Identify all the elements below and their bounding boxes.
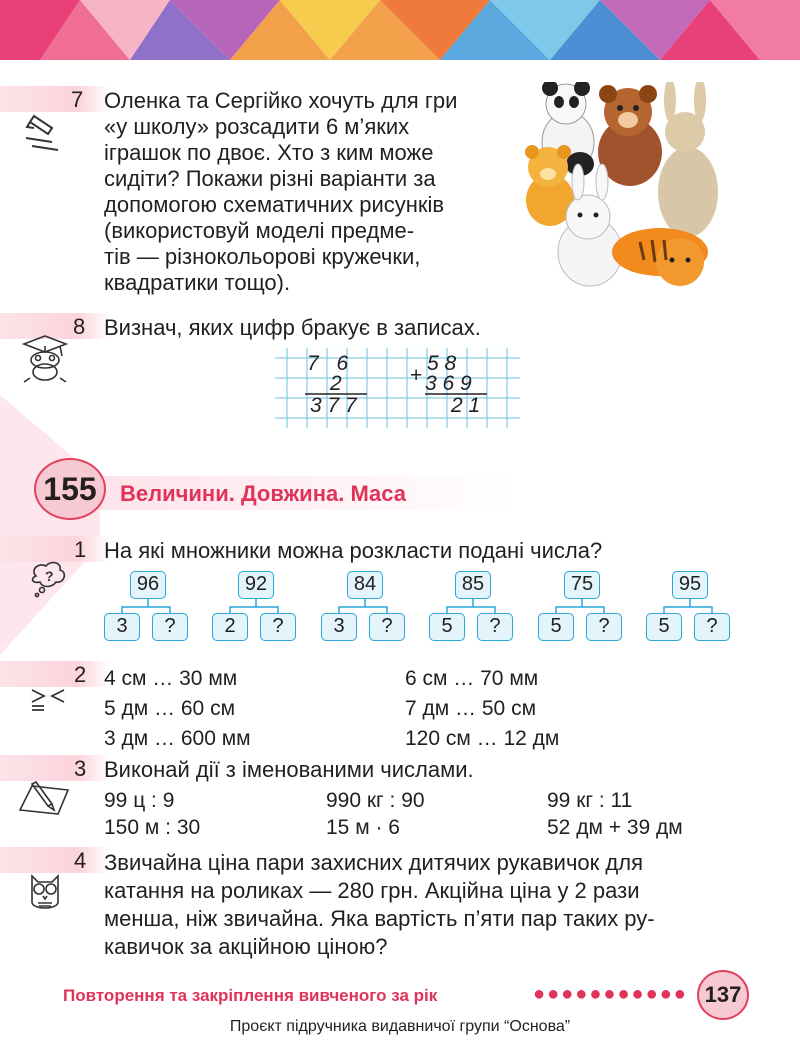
ex-4-line: катання на роликах — 280 грн. Акційна ціна у 2 рази [104, 878, 640, 903]
ex-4-line: кавичок за акційною ціною? [104, 934, 388, 959]
compare-signs-icon [30, 686, 66, 712]
right-expression-row3: 2 1 [451, 394, 481, 417]
left-margin-decoration [0, 395, 100, 655]
tree-unknown-factor: ? [369, 613, 405, 641]
tree-unknown-factor: ? [586, 613, 622, 641]
tree-unknown-factor: ? [260, 613, 296, 641]
tree-number: 75 [564, 571, 600, 599]
ex-1-text: На які множники можна розкласти подані числа? [104, 538, 603, 563]
ex-3-number: 3 [74, 756, 87, 781]
ex-4-line: Звичайна ціна пари захисних дитячих рукавичок для [104, 850, 643, 875]
task-7-line: Оленка та Сергійко хочуть для гри [104, 88, 458, 113]
task-7-line: «у школу» розсадити 6 м’яких [104, 114, 410, 139]
left-expression-row3: 3 7 7 [310, 394, 357, 417]
ex-2-marker-bar [0, 661, 110, 687]
task-8-number: 8 [73, 314, 86, 339]
tree-number: 92 [238, 571, 274, 599]
ex-4-marker-bar [0, 847, 110, 873]
ex-4-text [104, 849, 732, 961]
pencil-notebook-icon [18, 780, 70, 816]
pencil-write-icon [22, 112, 68, 152]
tree-number: 95 [672, 571, 708, 599]
right-expression-row2: 3 6 9 [425, 372, 472, 395]
ex-1-number: 1 [74, 537, 87, 562]
footer-section-title: Повторення та закріплення вивченого за рік [63, 986, 438, 1005]
ex-3-text: Виконай дії з іменованими числами. [104, 757, 474, 782]
task-7-line: квадратики тощо). [104, 270, 291, 295]
owl-icon [28, 872, 62, 914]
plus-sign: + [410, 364, 423, 387]
lesson-title: Величини. Довжина. Маса [120, 481, 407, 506]
ex-3-column-2 [326, 787, 425, 841]
frog-in-graduation-cap-icon [18, 334, 72, 384]
task-7-line: тів — різнокольорові кружечки, [104, 244, 421, 269]
svg-text:?: ? [45, 568, 54, 584]
tree-unknown-factor: ? [152, 613, 188, 641]
tree-known-factor: 3 [321, 613, 357, 641]
calculation-item: 15 м · 6 [326, 816, 400, 839]
comparison-item: 7 дм … 50 см [405, 697, 537, 720]
footer-dots: ●●●●●●●●●●● [533, 983, 688, 1005]
task-7-line: іграшок по двоє. Хто з ким може [104, 140, 434, 165]
tree-unknown-factor: ? [477, 613, 513, 641]
tree-known-factor: 5 [538, 613, 574, 641]
lesson-number-badge [34, 458, 106, 520]
task-8-text: Визнач, яких цифр бракує в записах. [104, 315, 481, 340]
tree-unknown-factor: ? [694, 613, 730, 641]
page-number: 137 [704, 982, 742, 1007]
tree-number: 85 [455, 571, 491, 599]
comparison-item: 6 см … 70 мм [405, 667, 539, 690]
ex-2-number: 2 [74, 662, 87, 687]
top-decorative-banner [0, 0, 800, 60]
left-expression-row2: 2 [330, 372, 342, 395]
task-7-text [104, 88, 489, 296]
factor-tree [646, 571, 776, 641]
publisher-note: Проєкт підручника видавничої групи “Основа” [229, 1018, 571, 1035]
ex-2-left-column [104, 664, 251, 754]
page-number-badge [697, 970, 749, 1020]
task-7-marker-bar [0, 86, 110, 112]
left-expression-row1: 7 6 [307, 352, 355, 375]
ex-4-number: 4 [74, 848, 87, 873]
right-expression-row1: 5 8 [427, 352, 457, 375]
soft-toys-illustration [520, 82, 720, 297]
ex-2-right-column [405, 664, 559, 754]
calculation-item: 150 м : 30 [104, 816, 201, 839]
task-7-line: допомогою схематичних рисунків [104, 192, 445, 217]
ex-3-column-1 [104, 787, 200, 841]
thinking-question-icon [28, 560, 68, 598]
comparison-item: 120 см … 12 дм [405, 727, 560, 750]
tree-known-factor: 5 [429, 613, 465, 641]
calculation-item: 990 кг : 90 [326, 789, 425, 812]
tree-number: 84 [347, 571, 383, 599]
comparison-item: 4 см … 30 мм [104, 667, 238, 690]
tree-known-factor: 5 [646, 613, 682, 641]
task-7-line: (використовуй моделі предме- [104, 218, 415, 243]
comparison-item: 5 дм … 60 см [104, 697, 236, 720]
ex-1-marker-bar [0, 536, 110, 562]
ex-3-column-3 [547, 787, 683, 841]
lesson-number: 155 [43, 470, 97, 507]
task-7-number: 7 [71, 87, 84, 112]
ex-4-line: менша, ніж звичайна. Яка вартість п’яти пар таких ру- [104, 906, 655, 931]
comparison-item: 3 дм … 600 мм [104, 727, 251, 750]
ex-3-marker-bar [0, 755, 110, 781]
calculation-item: 99 ц : 9 [104, 789, 175, 812]
tree-number: 96 [130, 571, 166, 599]
task-7-line: сидіти? Покажи різні варіанти за [104, 166, 436, 191]
calculation-item: 99 кг : 11 [547, 789, 633, 812]
tree-known-factor: 2 [212, 613, 248, 641]
tree-known-factor: 3 [104, 613, 140, 641]
calculation-item: 52 дм + 39 дм [547, 816, 683, 839]
